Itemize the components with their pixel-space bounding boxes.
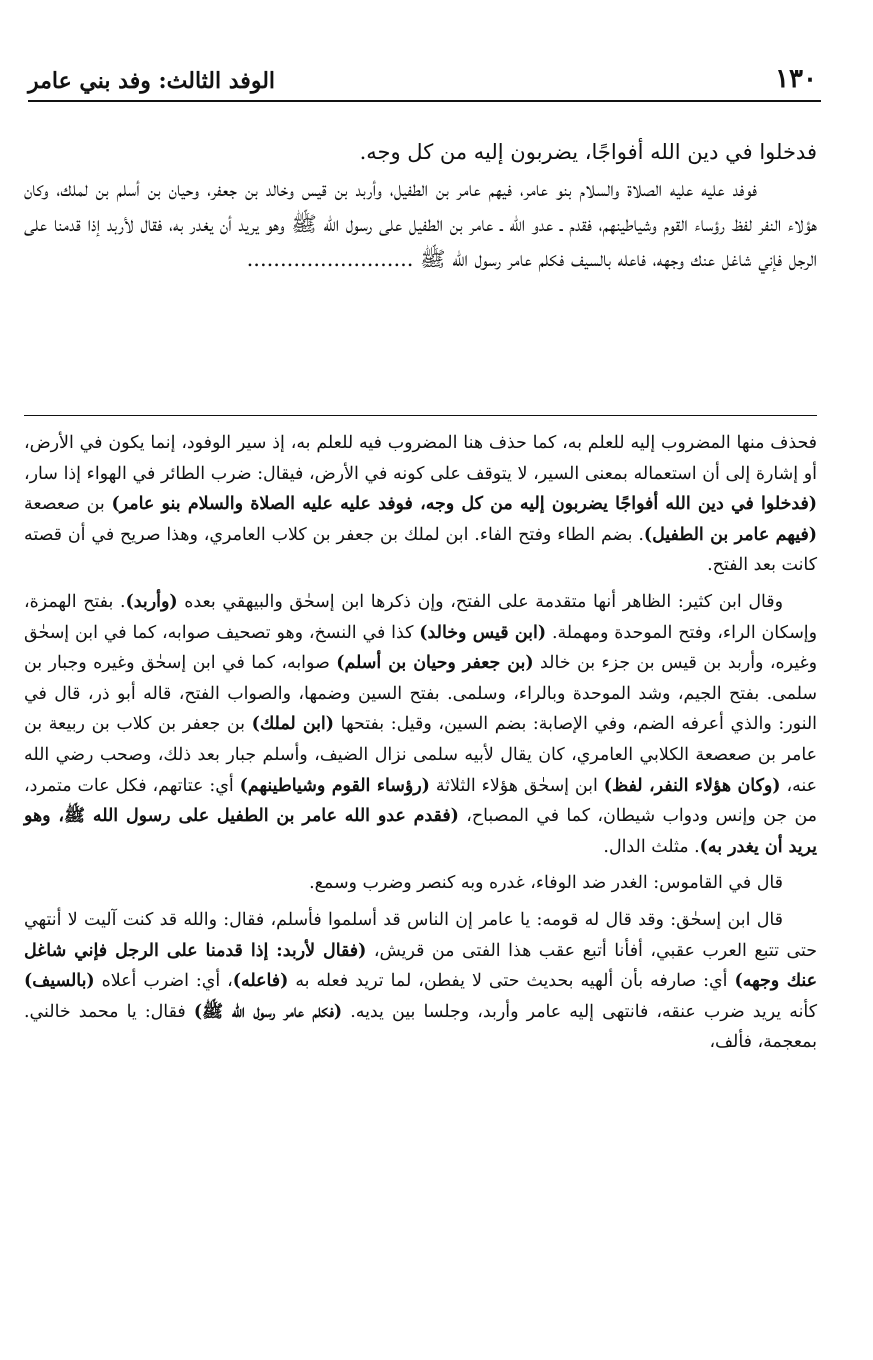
quoted-text: (فقدم عدو الله عامر بن الطفيل على رسول الله ﷺ، وهو يريد أن يغدر به) [24, 806, 817, 857]
commentary-text: بن جعفر بن كلاب بن ربيعة بن عامر بن صعصعة الكلابي العامري، كان يقال لأبيه سلمى نزال الضيف، وأسلم جبار بعد ذلك، وصحب رضي الله عنه، [24, 714, 818, 796]
quoted-text: (فكلم عامر رسول الله ﷺ) [193, 1001, 343, 1022]
commentary-text: قال في القاموس: الغدر ضد الوفاء، غدره وبه كنصر وضرب وسمع. [309, 873, 783, 894]
commentary-paragraph-4 [24, 905, 817, 1058]
commentary-text: ، أي: اضرب أعلاه [94, 971, 233, 992]
quoted-text: (فقال لأربد: إذا قدمنا على الرجل فإني شاغل عنك وجهه) [24, 940, 817, 992]
commentary-text: . مثلث الدال. [603, 836, 700, 857]
commentary-text: كذا في النسخ، وهو تصحيف صوابه، كما في ابن إسحٰق وغيره، وأربد بن قيس بن جزء بن خالد [24, 622, 817, 674]
commentary-text: . بضم الطاء وفتح الفاء. ابن لملك بن جعفر بن كلاب العامري، وهذا صريح في أن قصته كانت بعد الفتح. [24, 524, 817, 576]
page-header [28, 54, 817, 94]
commentary-paragraph-3 [24, 868, 817, 899]
running-title: الوفد الثالث: وفد بني عامر [28, 68, 276, 94]
commentary-text: فقال: يا محمد خالني. بمعجمة، فألف، [24, 1001, 817, 1053]
commentary-text: وقال ابن كثير: الظاهر أنها متقدمة على الفتح، وإن ذكرها ابن إسحٰق والبيهقي بعده [177, 591, 783, 612]
commentary-text: أي: صارفه بأن ألهيه بحديث حتى لا يفطن، لما تريد فعله به [288, 971, 735, 992]
main-paragraph-2: فوفد عليه عليه الصلاة والسلام بنو عامر، فيهم عامر بن الطفيل، وأربد بن قيس وخالد بن جعفر، وحيان بن أسلم بن لملك، وكان هؤلاء النفر لفظ رؤساء القوم وشياطينهم، فقدم ـ عدو الله ـ عامر بن الطفيل على رسول الله ﷺ وهو يريد أن يغدر به، فقال لأربد إذا قدمنا على الرجل فإني شاغل عنك وجهه، فاعله بالسيف فكلم عامر رسول الله ﷺ ......................... [24, 177, 817, 271]
commentary-paragraph-2 [24, 587, 817, 862]
main-text [24, 135, 817, 397]
commentary-text: بن صعصعة [24, 494, 112, 515]
commentary-paragraph-1 [24, 428, 817, 581]
quoted-text: (بالسيف) [24, 971, 95, 992]
page-number: ١٣٠ [775, 64, 817, 94]
quoted-text: (فدخلوا في دين الله أفواجًا يضربون إليه من كل وجه، فوفد عليه عليه الصلاة والسلام بنو عامر) [111, 494, 817, 515]
quoted-text: (ابن لملك) [251, 714, 334, 735]
quoted-text: (فيهم عامر بن الطفيل) [643, 524, 817, 545]
commentary-text: كأنه يريد ضرب عنقه، فانتهى إليه عامر وأربد، وجلسا بين يديه. [342, 1001, 817, 1022]
commentary-text: أي: عتاتهم، فكل عات متمرد، من جن وإنس ودواب شيطان، كما في المصباح، [24, 775, 817, 827]
commentary [24, 428, 817, 1348]
commentary-text: قال ابن إسحٰق: وقد قال له قومه: يا عامر إن الناس قد أسلموا فأسلم، فقال: والله قد كنت آليت لا أنتهي حتى تتبع العرب عقبي، أفأنا أتبع عقب هذا الفتى من قريش، [24, 909, 817, 961]
quoted-text: (وأربد) [125, 591, 178, 612]
footnote-rule [24, 415, 817, 416]
quoted-text: (رؤساء القوم وشياطينهم) [239, 775, 430, 796]
commentary-text: . بفتح الهمزة، وإسكان الراء، وفتح الموحدة ومهملة. [24, 591, 817, 643]
quoted-text: (بن جعفر وحيان بن أسلم) [336, 653, 534, 674]
quoted-text: (فاعله) [232, 971, 289, 992]
quoted-text: (وكان هؤلاء النفر، لفظ) [603, 775, 781, 796]
quoted-text: (ابن قيس وخالد) [419, 622, 547, 643]
commentary-text: ابن إسحٰق هؤلاء الثلاثة [429, 775, 604, 796]
header-rule [28, 100, 821, 102]
commentary-text: صوابه، كما في ابن إسحٰق وغيره وجبار بن سلمى. بفتح الجيم، وشد الموحدة وبالراء، وسلمى. بفتح السين وضمها، والصواب الفتح، قاله أبو ذر، قال في النور: والذي أعرفه الضم، وفي الإصابة: بضم السين، وقيل: بفتحها [24, 653, 817, 735]
commentary-text: فحذف منها المضروب إليه للعلم به، كما حذف هنا المضروب فيه للعلم به، إذ سير الوفود، إنما يكون في الأرض، أو إشارة إلى أن استعماله بمعنى السير، لا يتوقف على كونه في الأرض، فيقال: ضرب الطائر في الهواء إذا سار، [24, 433, 817, 484]
main-paragraph-1: فدخلوا في دين الله أفواجًا، يضربون إليه من كل وجه. [359, 140, 817, 164]
